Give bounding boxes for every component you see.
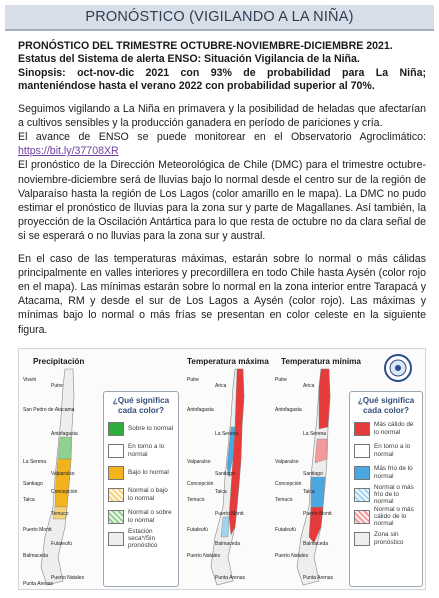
- precip-city-label: La Serena: [23, 459, 47, 465]
- enso-status: Estatus del Sistema de alerta ENSO: Situación Vigilancia de la Niña.: [18, 53, 360, 66]
- temp-legend-row: [354, 485, 418, 504]
- precip-city-label: Antofagasta: [51, 431, 78, 437]
- precip-legend-swatch: [108, 466, 124, 480]
- precip-legend-label: Sobre lo normal: [128, 424, 174, 432]
- paragraph-nina-watch: Seguimos vigilando a La Niña en primavera y la posibilidad de heladas que afectarían a cultivos sensibles y la producción ganadera en período de pariciones y cría.: [18, 102, 426, 129]
- paragraph-temperatures: En el caso de las temperaturas máximas, estarán sobre lo normal o más cálidas principalmente en valles interiores y precordillera en todo Chile hasta Aysén (color rojo en el mapa). Las mínimas estarán sobre lo normal en la zona interior entre Tarapacá y Atacama, RM y desde el sur de Los Lagos a Aysén (color rojo). Las máximas y mínimas bajo lo normal o más frías se presentan en color celeste en la siguiente figura.: [18, 252, 426, 336]
- precip-city-label: Concepción: [51, 489, 78, 495]
- precip-legend-swatch: [108, 532, 124, 546]
- temp-legend-label: Normal o más cálido de lo normal: [374, 505, 414, 528]
- temp-legend-swatch: [354, 422, 370, 436]
- tmin-city-label: Puerto Montt: [303, 511, 332, 517]
- precip-city-label: Futaleufú: [51, 541, 72, 547]
- tmin-city-label: La Serena: [303, 431, 327, 437]
- precip-legend-row: [108, 529, 174, 548]
- synopsis: Sinopsis: oct-nov-dic 2021 con 93% de probabilidad para La Niña; manteniéndose hasta el verano 2022 con probabilidad superior al 70%.: [18, 66, 426, 93]
- precip-city-label: San Pedro de Atacama: [23, 407, 75, 413]
- precip-city-label: Putre: [51, 383, 63, 389]
- tmax-city-label: Temuco: [187, 497, 205, 503]
- tmin-city-label: Puerto Natales: [275, 553, 309, 559]
- forecast-figure: [18, 348, 426, 590]
- section-title: PRONÓSTICO (VIGILANDO A LA NIÑA): [85, 9, 354, 25]
- temp-legend-label: Más cálido de lo normal: [374, 421, 414, 436]
- tmin-city-label: Futaleufú: [275, 527, 296, 533]
- temp-legend-row: [354, 529, 418, 548]
- precip-legend-label: En torno a lo normal: [128, 443, 165, 458]
- tmax-city-label: Puerto Montt: [215, 511, 244, 517]
- observatorio-link[interactable]: https://bit.ly/37708XR: [18, 145, 119, 158]
- precip-legend: [103, 391, 179, 587]
- precip-legend-row: [108, 463, 174, 482]
- tmax-city-label: Talca: [215, 489, 227, 495]
- temp-legend-label: Más frío de lo normal: [374, 465, 413, 480]
- paragraph-precipitation: El pronóstico de la Dirección Meteorológica de Chile (DMC) para el trimestre octubre-noviembre-diciembre será de lluvias bajo lo normal desde el centro sur de la región de Valparaíso hasta la región de Los Lagos (color amarillo en le mapa). La DMC no pudo estimar el pronóstico de lluvias para la zona sur y parte de Magallanes. Así también, la proyección de la Oscilación Antártica para lo que resta de octubre no da clara señal de si se esperará o no lluvias para la zona sur y austral.: [18, 159, 426, 243]
- tmin-city-label: Concepción: [275, 481, 302, 487]
- precip-legend-row: [108, 419, 174, 438]
- tmin-city-label: Talca: [303, 489, 315, 495]
- tmin-city-label: Santiago: [303, 471, 323, 477]
- temp-legend-label: En torno a lo normal: [374, 443, 411, 458]
- document-body: [18, 40, 426, 337]
- tmax-city-label: Valparaíso: [187, 459, 211, 465]
- precip-map-title: Precipitación: [33, 357, 85, 366]
- precip-legend-label: Normal o sobre lo normal: [128, 509, 172, 524]
- tmax-map-title: Temperatura máxima: [187, 357, 269, 366]
- precip-legend-label: Bajo lo normal: [128, 468, 169, 476]
- temp-legend-swatch: [354, 510, 370, 524]
- temp-legend: [349, 391, 423, 587]
- precip-city-label: Temuco: [51, 511, 69, 517]
- precip-city-label: Santiago: [23, 481, 43, 487]
- section-header: [5, 5, 434, 31]
- precip-legend-swatch: [108, 444, 124, 458]
- precip-city-label: Puerto Montt: [23, 527, 52, 533]
- temp-legend-row: [354, 463, 418, 482]
- precip-legend-row: [108, 441, 174, 460]
- tmin-map-title: Temperatura mínima: [281, 357, 361, 366]
- precip-city-label: Valparaíso: [51, 471, 75, 477]
- paragraph-enso-monitor: [18, 130, 426, 158]
- temp-legend-row: [354, 419, 418, 438]
- dmc-logo-icon: [383, 353, 413, 383]
- precip-city-label: Puerto Natales: [51, 575, 85, 581]
- temp-legend-label: Zona sin pronóstico: [374, 531, 404, 546]
- forecast-heading: PRONÓSTICO DEL TRIMESTRE OCTUBRE-NOVIEMBRE-DICIEMBRE 2021.: [18, 40, 393, 52]
- tmax-city-label: La Serena: [215, 431, 239, 437]
- tmin-city-label: Punta Arenas: [303, 575, 334, 581]
- precip-city-label: Punta Arenas: [23, 581, 54, 587]
- temp-legend-swatch: [354, 444, 370, 458]
- tmin-city-label: Balmaceda: [303, 541, 329, 547]
- tmax-city-label: Futaleufú: [187, 527, 208, 533]
- precip-legend-row: [108, 485, 174, 504]
- tmin-city-label: Temuco: [275, 497, 293, 503]
- tmax-city-label: Punta Arenas: [215, 575, 246, 581]
- tmin-city-label: Valparaíso: [275, 459, 299, 465]
- tmin-city-label: Putre: [275, 377, 287, 383]
- tmax-city-label: Concepción: [187, 481, 214, 487]
- tmax-city-label: Puerto Natales: [187, 553, 221, 559]
- precip-city-label: Visviri: [23, 377, 37, 383]
- temp-legend-label: Normal o más frío de lo normal: [374, 483, 414, 506]
- tmax-city-label: Antofagasta: [187, 407, 214, 413]
- temp-legend-row: [354, 507, 418, 526]
- temp-legend-swatch: [354, 488, 370, 502]
- precip-legend-row: [108, 507, 174, 526]
- enso-monitor-text: El avance de ENSO se puede monitorear en el Observatorio Agroclimático:: [18, 131, 426, 144]
- tmax-city-label: Putre: [187, 377, 199, 383]
- precip-legend-title: ¿Qué significa cada color?: [112, 396, 170, 415]
- tmin-city-label: Arica: [303, 383, 315, 389]
- temp-legend-row: [354, 441, 418, 460]
- precip-city-label: Balmaceda: [23, 553, 49, 559]
- temp-legend-swatch: [354, 466, 370, 480]
- tmax-city-label: Santiago: [215, 471, 235, 477]
- precip-legend-label: Estación seca*/Sin pronóstico: [128, 527, 158, 550]
- precip-legend-swatch: [108, 510, 124, 524]
- precip-legend-label: Normal o bajo lo normal: [128, 487, 168, 502]
- precip-city-label: Talca: [23, 497, 35, 503]
- tmin-city-label: Antofagasta: [275, 407, 302, 413]
- tmax-city-label: Arica: [215, 383, 227, 389]
- precip-legend-swatch: [108, 422, 124, 436]
- tmax-city-label: Balmaceda: [215, 541, 241, 547]
- temp-legend-title: ¿Qué significa cada color?: [357, 396, 415, 415]
- temp-legend-swatch: [354, 532, 370, 546]
- precip-legend-swatch: [108, 488, 124, 502]
